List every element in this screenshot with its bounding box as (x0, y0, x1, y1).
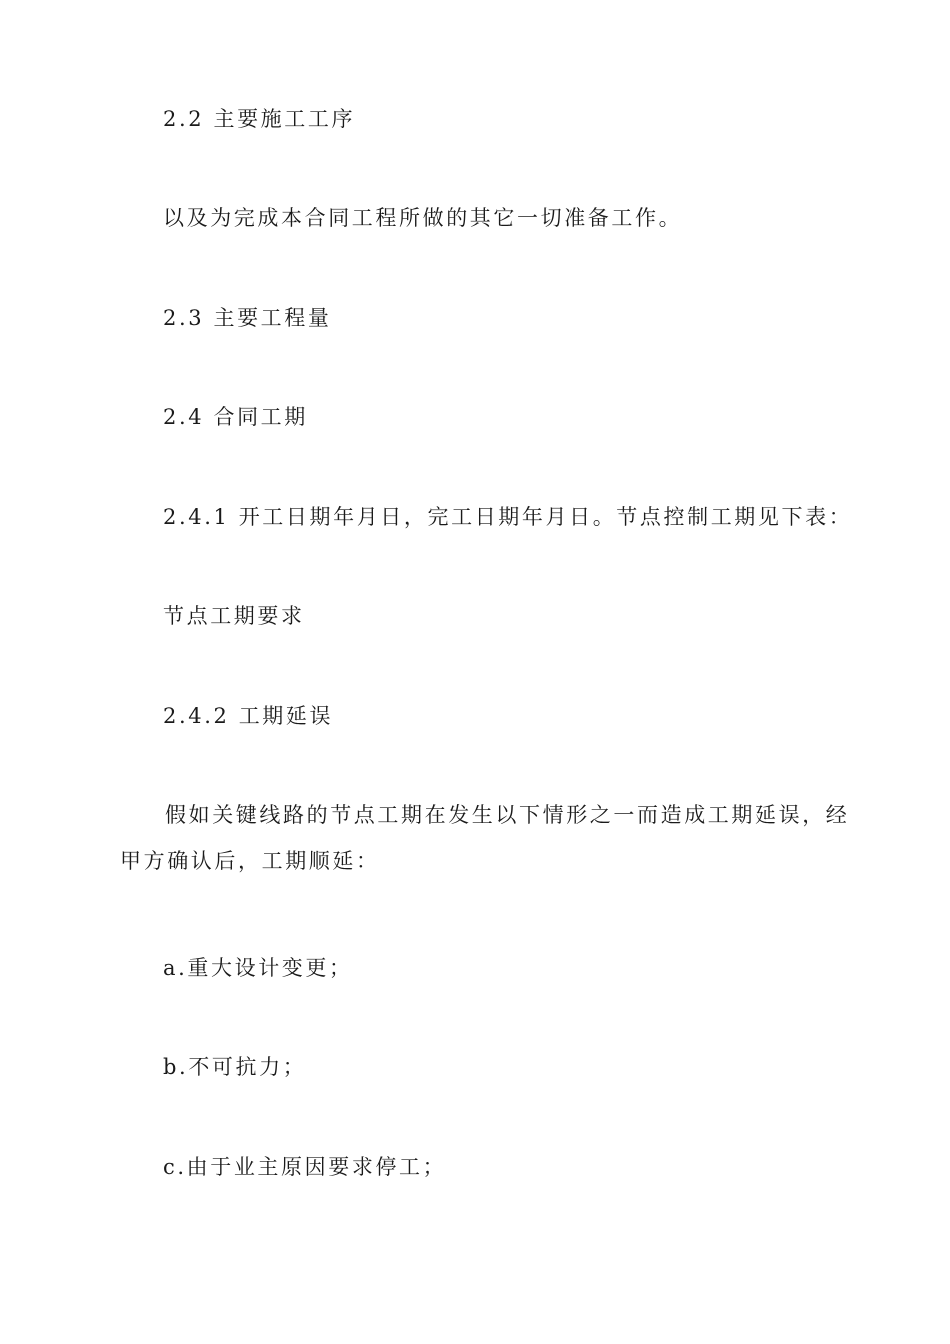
section-heading-2-3: 2.3 主要工程量 (163, 306, 332, 330)
paragraph-node-schedule-requirements: 节点工期要求 (163, 604, 305, 628)
delay-conditions-line-1: 假如关键线路的节点工期在发生以下情形之一而造成工期延误，经 (165, 803, 850, 827)
section-heading-2-4: 2.4 合同工期 (163, 405, 308, 429)
paragraph-delay-conditions (120, 792, 850, 884)
section-heading-2-4-2: 2.4.2 工期延误 (163, 704, 334, 728)
delay-conditions-line-2: 甲方确认后，工期顺延： (120, 849, 380, 873)
list-item-a: a.重大设计变更； (163, 956, 353, 980)
section-heading-2-2: 2.2 主要施工工序 (163, 107, 356, 131)
list-item-b: b.不可抗力； (163, 1055, 307, 1079)
list-item-c: c.由于业主原因要求停工； (163, 1155, 447, 1179)
paragraph-start-completion-dates: 2.4.1 开工日期年月日，完工日期年月日。节点控制工期见下表： (163, 505, 853, 529)
paragraph-preparation-work: 以及为完成本合同工程所做的其它一切准备工作。 (163, 206, 683, 230)
